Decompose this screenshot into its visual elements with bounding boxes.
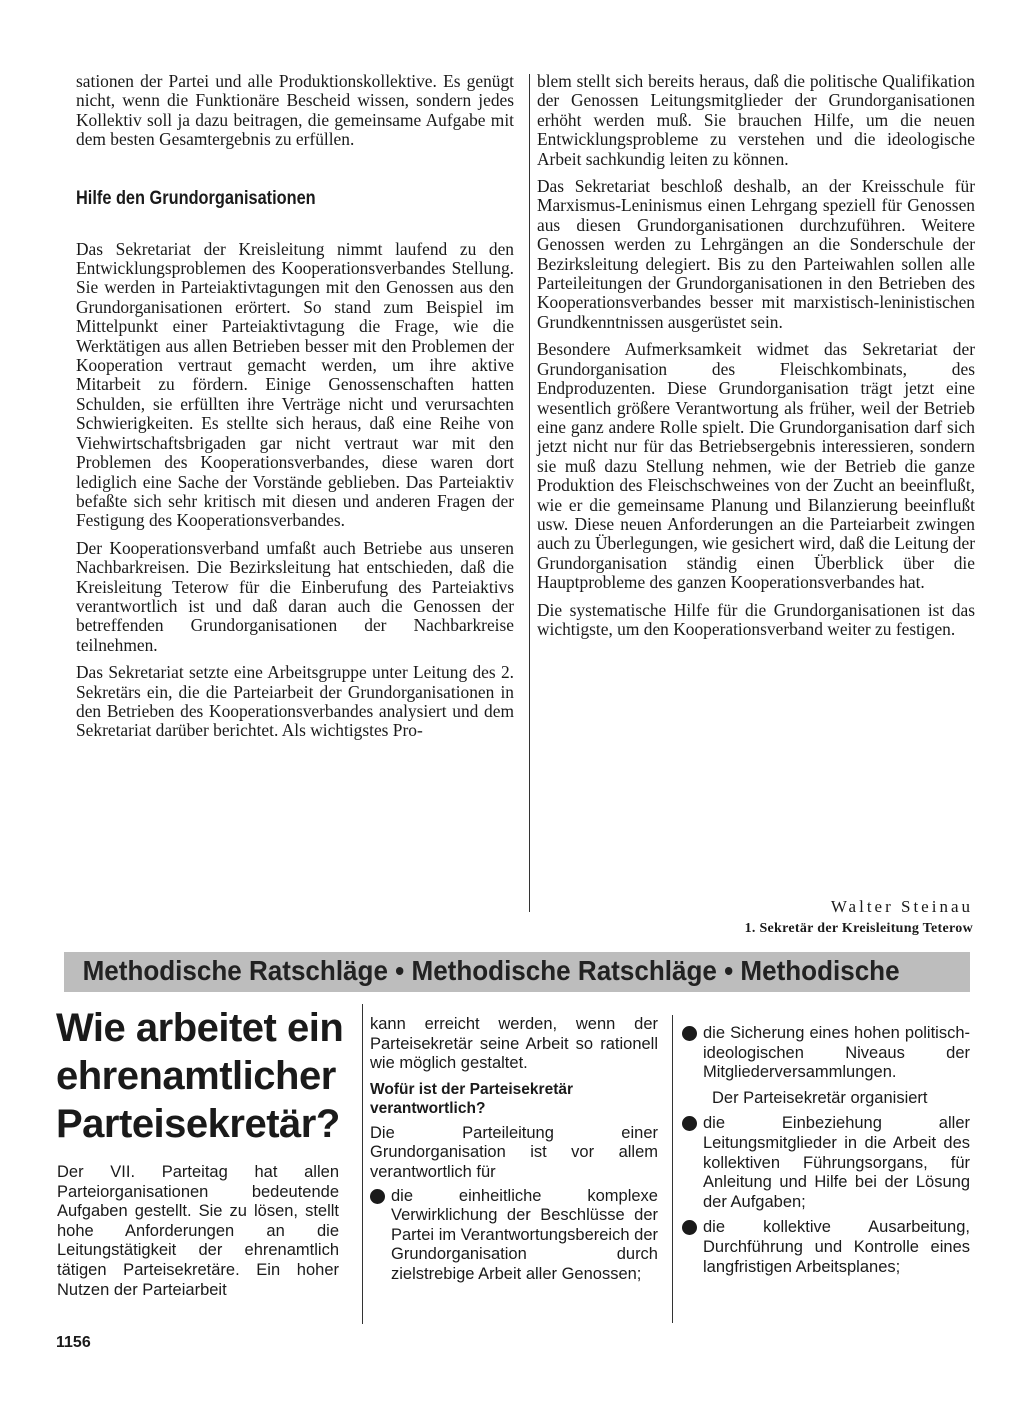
paragraph: Die Parteileitung einer Grundorganisation ist vor allem verantwortlich für xyxy=(370,1123,658,1181)
feature-title-line: Parteisekretär? xyxy=(56,1102,340,1146)
feature-title xyxy=(56,1004,356,1148)
subheading: Wofür ist der Parteisekretär verantwortlich? xyxy=(370,1080,574,1117)
feature-title-line: ehrenamtlicher xyxy=(56,1054,336,1098)
section-heading: Hilfe den Grundorganisationen xyxy=(76,187,316,209)
article-column-right xyxy=(537,72,975,639)
bullet-item xyxy=(370,1187,658,1285)
bullet-icon xyxy=(370,1189,385,1204)
paragraph: Der Kooperationsverband umfaßt auch Betriebe aus unseren Nachbarkreisen. Die Bezirksleitung hat entschieden, daß die Kreisleitung Teterow für die Einberufung des Parteiaktivs verantwortlich ist und daß daran auch die Genossen der betreffenden Grundorganisationen der Nachbarkreise teilnehmen. xyxy=(76,537,514,655)
bullet-icon xyxy=(682,1116,697,1131)
banner-text: Methodische Ratschläge • Methodische Ratschläge • Methodische xyxy=(82,955,900,986)
feature-column-middle xyxy=(370,1015,658,1291)
paragraph: Die systematische Hilfe für die Grundorganisationen ist das wichtigste, um den Kooperationsverband weiter zu festigen. xyxy=(537,599,975,639)
paragraph: blem stellt sich bereits heraus, daß die politische Qualifikation der Genossen Leitungsmitglieder der Grundorganisationen erhöht werden muß. Sie brauchen Hilfe, um die neuen Entwicklungsprobleme zu verstehen und die ideologische Arbeit sachkundig leiten zu können. xyxy=(537,71,975,169)
author-role: 1. Sekretär der Kreisleitung Teterow xyxy=(744,921,973,936)
page-number: 1156 xyxy=(56,1334,91,1351)
paragraph: Der VII. Parteitag hat allen Parteiorganisationen bedeutende Aufgaben gestellt. Sie zu lösen, stellt hohe Anforderungen an die Leitungstätigkeit der ehrenamtlich tätigen Parteisekretäre. Ein hoher Nutzen der Parteiarbeit xyxy=(57,1163,339,1299)
paragraph: Das Sekretariat setzte eine Arbeitsgruppe unter Leitung des 2. Sekretärs ein, die die Parteiarbeit der Grundorganisationen in den Betrieben des Kooperationsverbandes analysiert und dem Sekretariat darüber berichtet. Als wichtigstes Pro- xyxy=(76,662,514,741)
bullet-text: die Einbeziehung aller Leitungsmitglieder in die Arbeit des kollektiven Führungsorgans, für Anleitung und Hilfe bei der Lösung der Aufgaben; xyxy=(703,1114,970,1211)
column-rule xyxy=(529,74,530,912)
bullet-text: die kollektive Ausarbeitung, Durchführung und Kontrolle eines langfristigen Arbeitsplanes; xyxy=(703,1218,970,1276)
paragraph: Besondere Aufmerksamkeit widmet das Sekretariat der Grundorganisation des Fleischkombinats, des Endproduzenten. Diese Grundorganisation trägt jetzt eine wesentlich größere Verantwortung als früher, weil der Betrieb eine ganz andere Rolle spielt. Die Grundorganisation darf sich jetzt nicht nur für das Betriebsergebnis interessieren, sondern sie muß dazu Stellung nehmen, wie der Betrieb die ganze Produktion des Fleischschweines von der Zucht an beeinflußt, wie er die gemeinsame Planung und Bilanzierung beeinflußt usw. Diese neuen Anforderungen an die Parteiarbeit zwingen auch zu Überlegungen, wie gesichert wird, daß die Leitung der Grundorganisation ständig einen Überblick über die Hauptprobleme des ganzen Kooperationsverbandes hat. xyxy=(537,339,975,593)
author-name: Walter Steinau xyxy=(830,897,973,916)
bullet-item xyxy=(682,1114,970,1212)
paragraph: sationen der Partei und alle Produktionskollektive. Es genügt nicht, wenn die Funktionäre Bescheid wissen, sondern jedes Kollektiv soll ja dazu beitragen, die gemeinsame Aufgabe mit dem besten Gesamtergebnis zu erfüllen. xyxy=(76,71,514,150)
feature-title-line: Wie arbeitet ein xyxy=(56,1006,344,1050)
bullet-text: die einheitliche komplexe Verwirklichung der Beschlüsse der Partei im Verantwortungsbereich der Grundorganisation durch zielstrebige Arbeit aller Genossen; xyxy=(391,1186,658,1283)
column-rule xyxy=(672,1015,673,1323)
feature-column-right xyxy=(682,1024,970,1283)
paragraph: Das Sekretariat beschloß deshalb, an der Kreisschule für Marxismus-Leninismus einen Lehrgang speziell für Genossen aus diesen Grundorganisationen durchzuführen. Weitere Genossen werden zu Lehrgängen an die Sonderschule der Bezirksleitung delegiert. Bis zu den Parteiwahlen sollen alle Parteileitungen der Grundorganisationen in den Betrieben des Kooperationsverbandes besser mit marxistisch-leninistischen Grundkenntnissen ausgerüstet sein. xyxy=(537,176,975,332)
bullet-icon xyxy=(682,1026,697,1041)
bullet-text: die Sicherung eines hohen politisch-ideologischen Niveaus der Mitgliederversammlungen. xyxy=(703,1024,970,1082)
paragraph: kann erreicht werden, wenn der Parteisekretär seine Arbeit so rationell wie möglich gestaltet. xyxy=(370,1015,658,1073)
methodische-banner xyxy=(64,952,970,992)
bullet-item xyxy=(682,1218,970,1277)
feature-intro-column xyxy=(57,1163,339,1300)
paragraph: Das Sekretariat der Kreisleitung nimmt laufend zu den Entwicklungsproblemen des Kooperationsverbandes Stellung. Sie werden in Parteiaktivtagungen mit den Genossen aus den Grundorganisationen erörtert. So stand zum Beispiel im Mittelpunkt einer Parteiaktivtagung die Frage, wie die Werktätigen aus allen Betrieben besser mit den Problemen der Kooperation vertraut gemacht werden, um ihre aktive Mitarbeit zu fördern. Einige Genossenschaften hatten Schulden, sie erfüllten ihre Verträge nicht und verursachten Schwierigkeiten. Es stellte sich heraus, daß eine Reihe von Viehwirtschaftsbrigaden gar nicht vertraut war mit den Problemen des Kooperationsverbandes, diese waren dort lediglich eine Sache der Vorstände geblieben. Das Parteiaktiv befaßte sich sehr kritisch mit diesen und anderen Fragen der Festigung des Kooperationsverbandes. xyxy=(76,238,514,531)
article-column-left xyxy=(76,72,514,741)
column-rule xyxy=(362,1004,363,1324)
paragraph: Der Parteisekretär organisiert xyxy=(712,1088,928,1107)
bullet-icon xyxy=(682,1220,697,1235)
section-heading-wrap xyxy=(76,158,514,224)
bullet-item xyxy=(682,1024,970,1083)
